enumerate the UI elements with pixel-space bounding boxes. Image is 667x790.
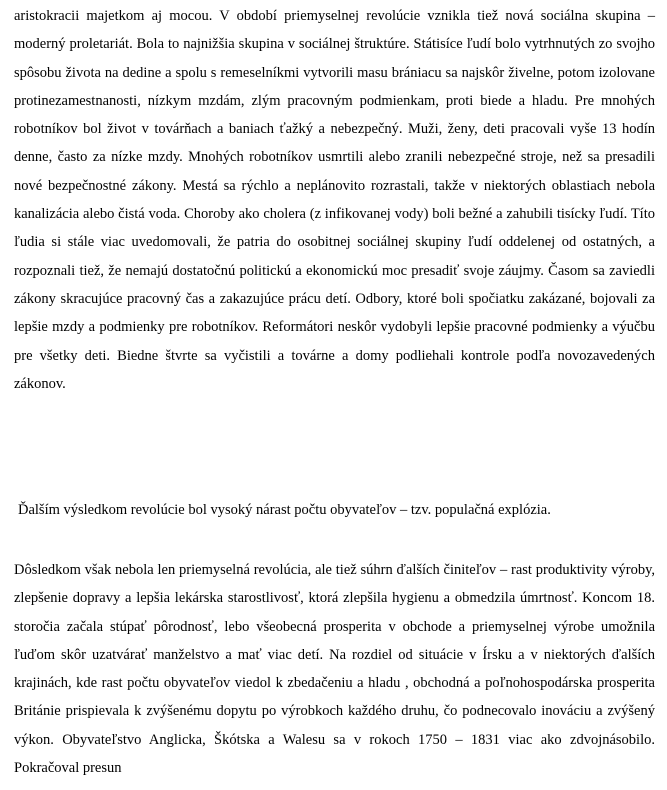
paragraph-industrial-revolution-social: aristokracii majetkom aj mocou. V období priemyselnej revolúcie vznikla tiež nová sociálna skupina – moderný proletariát. Bola to najnižšia skupina v sociálnej štruktúre. Státisíce ľudí bolo vytrhnutých zo svojho spôsobu života na dedine a spolu s remeselníkmi vytvorili masu brániacu sa najskôr živelne, potom izolovane protinezamestnanosti, nízkym mzdám, zlým pracovným podmienkam, proti biede a hladu. Pre mnohých robotníkov bol život v továrňach a baniach ťažký a nebezpečný. Muži, ženy, deti pracovali vyše 13 hodín denne, často za nízke mzdy. Mnohých robotníkov usmrtili alebo zranili nebezpečné stroje, než sa presadili nové bezpečnostné zákony. Mestá sa rýchlo a neplánovito rozrastali, takže v niektorých oblastiach nebola kanalizácia alebo čistá voda. Choroby ako cholera (z infikovanej vody) boli bežné a zahubili tisícky ľudí. Títo ľudia si stále viac uvedomovali, že patria do osobitnej sociálnej skupiny ľudí oddelenej od ostatných, a rozpoznali tiež, že nemajú dostatočnú politickú a ekonomickú moc presadiť svoje záujmy. Časom sa zaviedli zákony skracujúce pracovný čas a zakazujúce prácu detí. Odbory, ktoré boli spočiatku zakázané, bojovali za lepšie mzdy a podmienky pre robotníkov. Reformátori neskôr vydobyli lepšie pracovné podmienky a výučbu pre všetky deti. Biedne štvrte sa vyčistili a továrne a domy podliehali kontrole podľa novozavedených zákonov. (14, 8, 655, 392)
paragraph-population-causes: Dôsledkom však nebola len priemyselná revolúcia, ale tiež súhrn ďalších činiteľov – rast produktivity výroby, zlepšenie dopravy a lepšia lekárska starostlivosť, ktorá zlepšila hygienu a obmedzila úmrtnosť. Koncom 18. storočia začala stúpať pôrodnosť, lebo všeobecná prosperita v obchode a priemyselnej výrobe umožnila ľuďom skôr uzatvárať manželstvo a mať viac detí. Na rozdiel od situácie v Írsku a v niektorých ďalších krajinách, kde rast počtu obyvateľov viedol k zbedačeniu a hladu , obchodná a poľnohospodárska prosperita Británie prispievala k zvýšenému dopytu po výrobkoch každého druhu, čo podnecovalo inováciu a zvýšený výkon. Obyvateľstvo Anglicka, Škótska a Walesu sa v rokoch 1750 – 1831 viac ako zdvojnásobilo. Pokračoval presun (14, 562, 655, 777)
paragraph-population-explosion: Ďalším výsledkom revolúcie bol vysoký nárast počtu obyvateľov – tzv. populačná explózia. (18, 502, 551, 518)
